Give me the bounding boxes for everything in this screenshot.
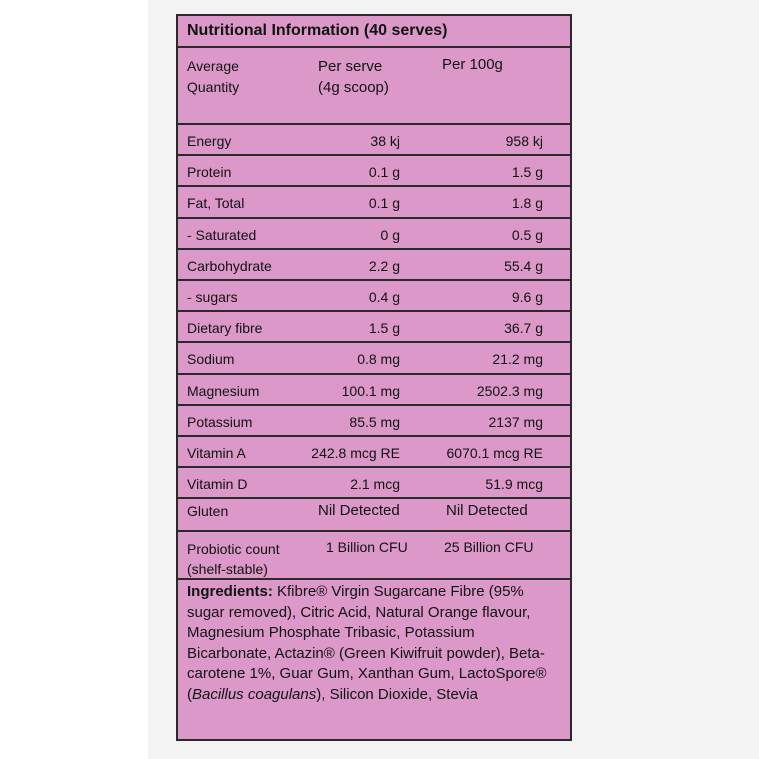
- nutrient-per-100g: 21.2 mg: [492, 351, 543, 368]
- nutrient-per-serve: 100.1 mg: [341, 382, 400, 399]
- nutrient-name: Energy: [187, 133, 232, 149]
- table-row: [178, 187, 570, 218]
- table-row: [178, 312, 570, 343]
- table-row: [178, 250, 570, 281]
- gluten-per-serve: Nil Detected: [318, 502, 400, 519]
- nutrient-name: - sugars: [187, 289, 238, 305]
- nutrient-per-serve: 2.1 mcg: [350, 476, 400, 493]
- nutrient-per-100g: 1.8 g: [511, 195, 543, 212]
- gluten-label: Gluten: [187, 503, 229, 519]
- panel-title: Nutritional Information (40 serves): [178, 16, 570, 48]
- nutrient-per-100g: 958 kj: [505, 133, 543, 149]
- gluten-row: [178, 492, 570, 532]
- table-row: [178, 375, 570, 406]
- nutrient-name: Potassium: [187, 413, 253, 430]
- header-quantity-line1: Average: [187, 58, 239, 74]
- nutrient-per-100g: 2137 mg: [488, 413, 543, 430]
- nutrient-per-serve: 0.4 g: [368, 289, 400, 305]
- nutrient-per-serve: 0.1 g: [368, 195, 400, 212]
- nutrient-name: Vitamin D: [187, 476, 248, 493]
- table-row: [178, 406, 570, 437]
- table-row: [178, 156, 570, 187]
- table-row: [178, 219, 570, 250]
- ingredients-italic: Bacillus coagulans: [192, 685, 317, 703]
- nutrient-per-serve: 0.1 g: [368, 164, 400, 181]
- nutrient-per-serve: 1.5 g: [368, 320, 400, 337]
- probiotic-label-line2: (shelf-stable): [187, 561, 268, 577]
- ingredients-part-2: ), Silicon Dioxide, Stevia: [316, 685, 478, 703]
- nutrient-per-serve: 85.5 mg: [349, 413, 400, 430]
- nutrient-name: Magnesium: [187, 382, 260, 399]
- nutrient-per-100g: 55.4 g: [504, 257, 543, 274]
- table-row: [178, 437, 570, 468]
- ingredients-part-1: Kfibre® Virgin Sugarcane Fibre (95% sugar removed), Citric Acid, Natural Orange flavour, Magnesium Phosphate Tribasic, Potassium Bicarbonate, Actazin® (Green Kiwifruit powder), Beta-carotene 1%, Guar Gum, Xanthan Gum, LactoSpore® (: [187, 583, 547, 703]
- nutrient-name: Fat, Total: [187, 195, 245, 212]
- nutrient-per-serve: 38 kj: [370, 133, 400, 149]
- header-per-serve-line2: (4g scoop): [318, 79, 389, 96]
- probiotic-row: [178, 532, 570, 580]
- nutrient-per-100g: 2502.3 mg: [476, 382, 543, 399]
- nutrition-panel: [176, 14, 572, 741]
- header-quantity: [187, 56, 239, 98]
- nutrient-name: Protein: [187, 164, 232, 181]
- nutrient-per-100g: 36.7 g: [504, 320, 543, 337]
- probiotic-label: [187, 539, 280, 579]
- probiotic-label-line1: Probiotic count: [187, 541, 280, 557]
- header-row: [178, 48, 570, 125]
- ingredients-label: Ingredients:: [187, 583, 273, 600]
- table-row: [178, 125, 570, 156]
- nutrient-per-100g: 51.9 mcg: [485, 476, 543, 493]
- nutrient-name: - Saturated: [187, 226, 257, 243]
- header-per-serve-line1: Per serve: [318, 58, 383, 75]
- nutrient-name: Sodium: [187, 351, 235, 368]
- nutrient-per-serve: 0 g: [380, 226, 400, 243]
- nutrient-per-100g: 0.5 g: [511, 226, 543, 243]
- probiotic-per-serve: 1 Billion CFU: [326, 539, 408, 555]
- nutrient-per-100g: 9.6 g: [511, 289, 543, 305]
- nutrient-per-serve: 242.8 mcg RE: [311, 445, 400, 461]
- header-per-100g: Per 100g: [442, 56, 503, 73]
- table-row: [178, 343, 570, 374]
- gluten-per-100g: Nil Detected: [446, 502, 528, 519]
- header-per-serve: [318, 56, 389, 98]
- nutrient-per-100g: 1.5 g: [511, 164, 543, 181]
- header-quantity-line2: Quantity: [187, 79, 240, 95]
- nutrient-per-serve: 2.2 g: [368, 257, 400, 274]
- nutrient-per-serve: 0.8 mg: [357, 351, 400, 368]
- table-row: [178, 281, 570, 312]
- nutrient-name: Dietary fibre: [187, 320, 263, 337]
- nutrient-name: Carbohydrate: [187, 257, 272, 274]
- nutrient-name: Vitamin A: [187, 445, 246, 461]
- nutrient-per-100g: 6070.1 mcg RE: [446, 445, 543, 461]
- probiotic-per-100g: 25 Billion CFU: [444, 539, 534, 555]
- ingredients-text: [187, 582, 562, 705]
